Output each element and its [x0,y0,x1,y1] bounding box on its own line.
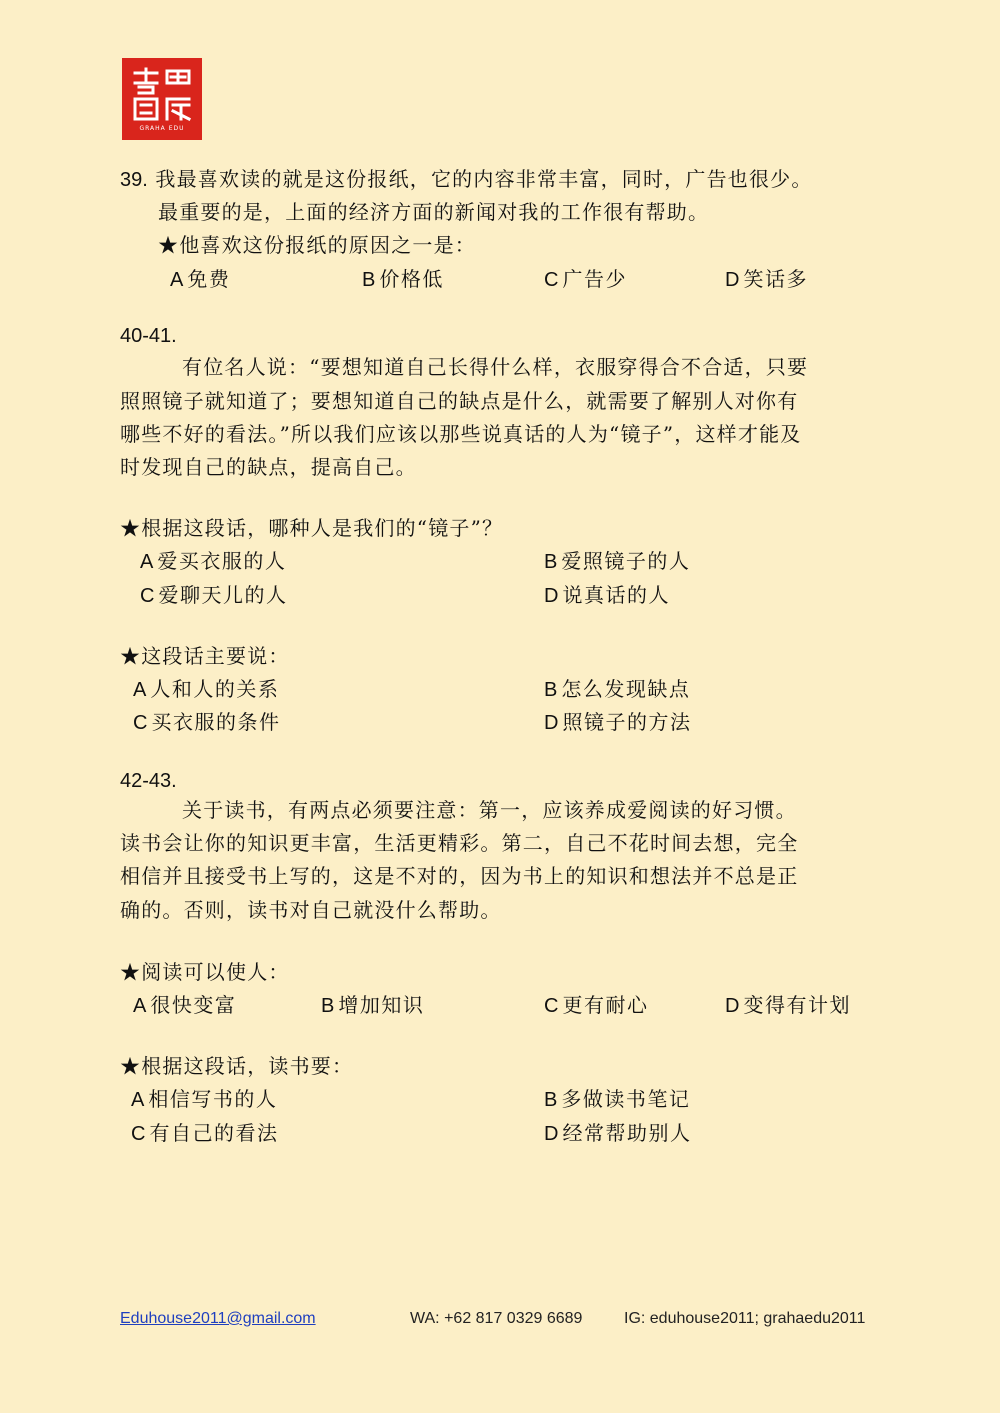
q42-43-passage-line2: 读书会让你的知识更丰富，生活更精彩。第二，自己不花时间去想，完全 [120,831,799,855]
q43-question: ★根据这段话，读书要： [120,1054,354,1078]
q39-option-b[interactable]: B 价格低 [362,267,444,291]
q42-43-passage-line4: 确的。否则，读书对自己就没什么帮助。 [120,898,502,922]
q42-43-number: 42-43. [120,770,177,792]
q42-option-d[interactable]: D 变得有计划 [725,993,851,1017]
footer-instagram: IG: eduhouse2011; grahaedu2011 [624,1310,866,1327]
q42-43-passage-line1: 关于读书，有两点必须要注意：第一，应该养成爱阅读的好习惯。 [182,798,797,822]
q43-option-a[interactable]: A 相信写书的人 [131,1087,278,1111]
q40-option-a[interactable]: A 爱买衣服的人 [140,549,287,573]
q41-option-a[interactable]: A 人和人的关系 [133,677,280,701]
q40-41-number: 40-41. [120,325,177,347]
q41-option-b[interactable]: B 怎么发现缺点 [544,677,691,701]
q40-41-passage-line1: 有位名人说：“要想知道自己长得什么样，衣服穿得合不合适，只要 [182,355,809,379]
q43-option-d[interactable]: D 经常帮助别人 [544,1121,692,1145]
q40-41-passage-line4: 时发现自己的缺点，提高自己。 [120,455,417,479]
q39-line1 [120,165,813,194]
logo-subtitle: GRAHA EDU [139,124,185,132]
q41-option-d[interactable]: D 照镜子的方法 [544,710,692,734]
q40-question: ★根据这段话，哪种人是我们的“镜子”？ [120,516,504,540]
q40-option-c[interactable]: C 爱聊天儿的人 [140,583,288,607]
q43-option-b[interactable]: B 多做读书笔记 [544,1087,691,1111]
q39-option-d[interactable]: D 笑话多 [725,267,808,291]
q43-option-c[interactable]: C 有自己的看法 [131,1121,279,1145]
q41-question: ★这段话主要说： [120,644,290,668]
q42-option-c[interactable]: C 更有耐心 [544,993,649,1017]
footer-whatsapp: WA: +62 817 0329 6689 [410,1310,583,1327]
q41-option-c[interactable]: C 买衣服的条件 [133,710,281,734]
q39-text-line1: 我最喜欢读的就是这份报纸，它的内容非常丰富，同时，广告也很少。 [155,167,813,191]
q42-option-a[interactable]: A 很快变富 [133,993,237,1017]
q40-41-passage-line2: 照照镜子就知道了；要想知道自己的缺点是什么，就需要了解别人对你有 [120,389,799,413]
footer-email-link[interactable]: Eduhouse2011@gmail.com [120,1310,316,1327]
q39-question: ★他喜欢这份报纸的原因之一是： [158,233,476,257]
q40-option-d[interactable]: D 说真话的人 [544,583,670,607]
q39-number: 39. [120,169,148,191]
q39-option-a[interactable]: A 免费 [170,267,231,291]
q42-option-b[interactable]: B 增加知识 [321,993,425,1017]
q40-41-passage-line3: 哪些不好的看法。”所以我们应该以那些说真话的人为“镜子”，这样才能及 [120,422,802,446]
q40-option-b[interactable]: B 爱照镜子的人 [544,549,691,573]
graha-edu-logo [122,58,202,140]
q42-43-passage-line3: 相信并且接受书上写的，这是不对的，因为书上的知识和想法并不总是正 [120,864,799,888]
q39-text-line2: 最重要的是，上面的经济方面的新闻对我的工作很有帮助。 [158,200,710,224]
logo-seal-icon [131,67,193,123]
q42-question: ★阅读可以使人： [120,960,290,984]
q39-option-c[interactable]: C 广告少 [544,267,627,291]
